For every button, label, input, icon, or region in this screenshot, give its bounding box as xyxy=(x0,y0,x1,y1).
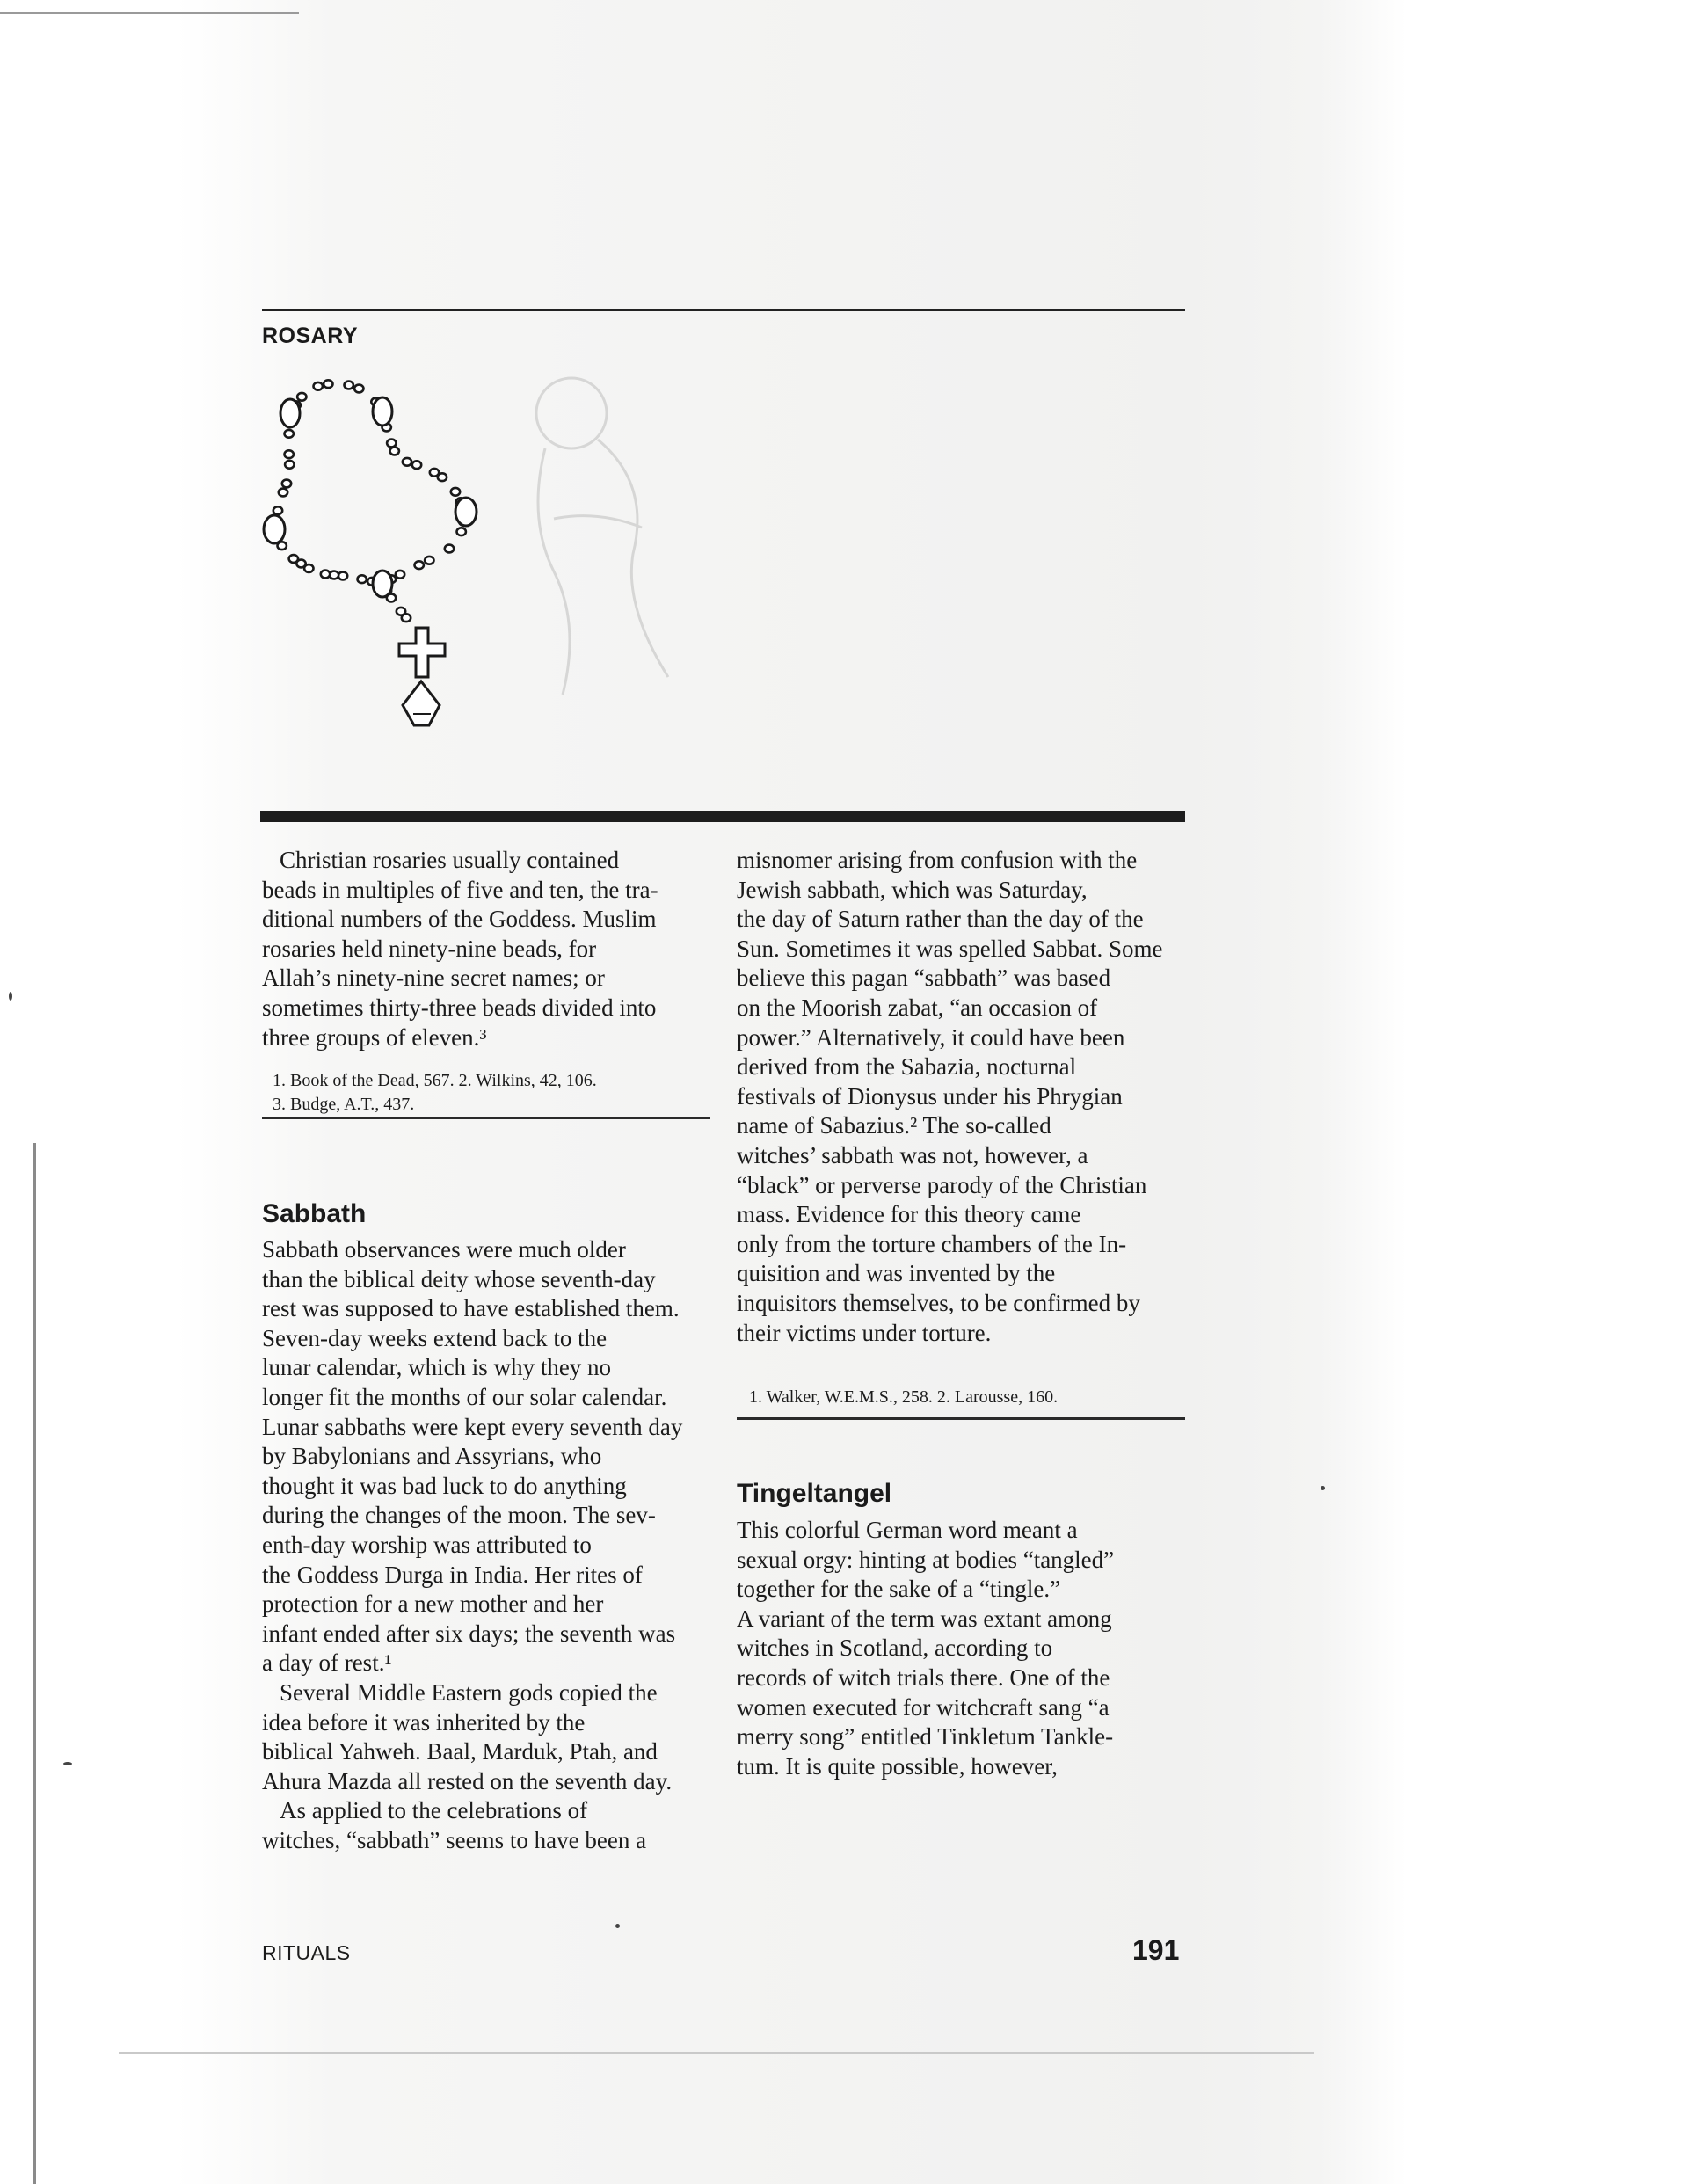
rosary-bead xyxy=(324,380,332,388)
rosary-bead xyxy=(358,575,367,583)
rosary-bead xyxy=(412,461,421,469)
scan-speck xyxy=(9,992,12,1001)
rosary-bead xyxy=(321,571,330,579)
page-number: 191 xyxy=(1132,1934,1180,1966)
scan-speck xyxy=(615,1924,620,1928)
rosary-illustration xyxy=(255,369,712,747)
rosary-bead xyxy=(297,393,306,401)
rosary-bead xyxy=(354,385,363,393)
running-footer: RITUALS xyxy=(262,1941,351,1964)
column-2-paragraph-1: misnomer arising from confusion with the Jewish sabbath, which was Saturday, the day of Saturn rather than the day of the Sun. Sometimes it was spelled Sabbat. Some believe this pagan “sabbath” was based on the Moorish zabat, “an occasion of power.” Alternatively, it could have been derived from the Sabazia, nocturnal festivals of Dionysus under his Phrygian name of Sabazius.² The so-called witches’ sabbath was not, however, a “black” or perverse parody of the Christian mass. Evidence for this theory came only from the torture chambers of the In- quisition and was invented by the inquisitors themselves, to be confirmed by their victims under torture. xyxy=(737,847,1163,1346)
scan-edge-line xyxy=(119,2052,1314,2054)
rosary-bead xyxy=(451,488,460,496)
rosary-bead xyxy=(285,450,294,458)
rosary-bead xyxy=(345,382,353,389)
scan-edge-line xyxy=(0,12,299,14)
rosary-bead xyxy=(387,440,396,448)
rosary-bead xyxy=(457,528,466,535)
rosary-bead xyxy=(279,489,287,497)
scan-edge-line xyxy=(33,1143,36,2184)
scan-speck xyxy=(63,1762,72,1765)
rosary-bead xyxy=(403,458,411,466)
rosary-bead xyxy=(314,382,323,390)
footnote-rule xyxy=(737,1417,1185,1420)
header-rule xyxy=(262,309,1185,311)
section-header: ROSARY xyxy=(262,324,359,348)
rosary-bead xyxy=(285,461,294,469)
rosary-bead xyxy=(282,480,291,488)
rosary-bead xyxy=(289,555,298,563)
footnote-rule xyxy=(262,1117,710,1119)
rosary-bead xyxy=(438,473,447,481)
rosary-bead xyxy=(402,614,411,622)
heading-tingeltangel: Tingeltangel xyxy=(737,1479,892,1508)
rosary-bead xyxy=(445,545,454,553)
rosary-bead xyxy=(285,430,294,438)
column-2-paragraph-2: This colorful German word meant a sexual orgy: hinting at bodies “tangled” together for the sake of a “tingle.” A variant of the term was extant among witches in Scotland, according to records of witch trials there. One of the women executed for witchcraft sang “a merry song” entitled Tinkletum Tankle- tum. It is quite possible, however, xyxy=(737,1517,1115,1780)
column-1-paragraph-2: Sabbath observances were much older than the biblical deity whose seventh-day rest was supposed to have established them. Seven-day weeks extend back to the lunar calendar, which is why they no longer fit the months of our solar calendar. Lunar sabbaths were kept every seventh day by Babylonians and Assyrians, who thought it was bad luck to do anything during the changes of the moon. The sev- enth-day worship was attributed to the Goddess Durga in India. Her rites of protection for a new mother and her infant ended after six days; the seventh was a day of rest.¹ Several Middle Eastern gods copied the idea before it was inherited by the biblical Yahweh. Baal, Marduk, Ptah, and Ahura Mazda all rested on the seventh day. As applied to the celebrations of witches, “sabbath” seems to have been a xyxy=(262,1236,683,1853)
column-1-paragraph-1: Christian rosaries usually contained beads in multiples of five and ten, the tra- ditional numbers of the Goddess. Muslim rosaries held ninety-nine beads, for Allah’s ninety-nine secret names; or sometimes thirty-three beads divided into three groups of eleven.³ xyxy=(262,847,658,1051)
rosary-bead xyxy=(396,571,404,579)
heading-sabbath: Sabbath xyxy=(262,1199,367,1228)
rosary-bead xyxy=(390,448,399,455)
rosary-bead xyxy=(273,506,282,514)
section-divider xyxy=(260,811,1185,822)
scan-speck xyxy=(1321,1486,1325,1490)
rosary-bead xyxy=(415,561,424,569)
rosary-bead xyxy=(425,557,433,564)
column-1-footnotes: 1. Book of the Dead, 567. 2. Wilkins, 42, 106. 3. Budge, A.T., 437. xyxy=(273,1071,597,1114)
column-2-footnotes: 1. Walker, W.E.M.S., 258. 2. Larousse, 160. xyxy=(749,1387,1059,1407)
